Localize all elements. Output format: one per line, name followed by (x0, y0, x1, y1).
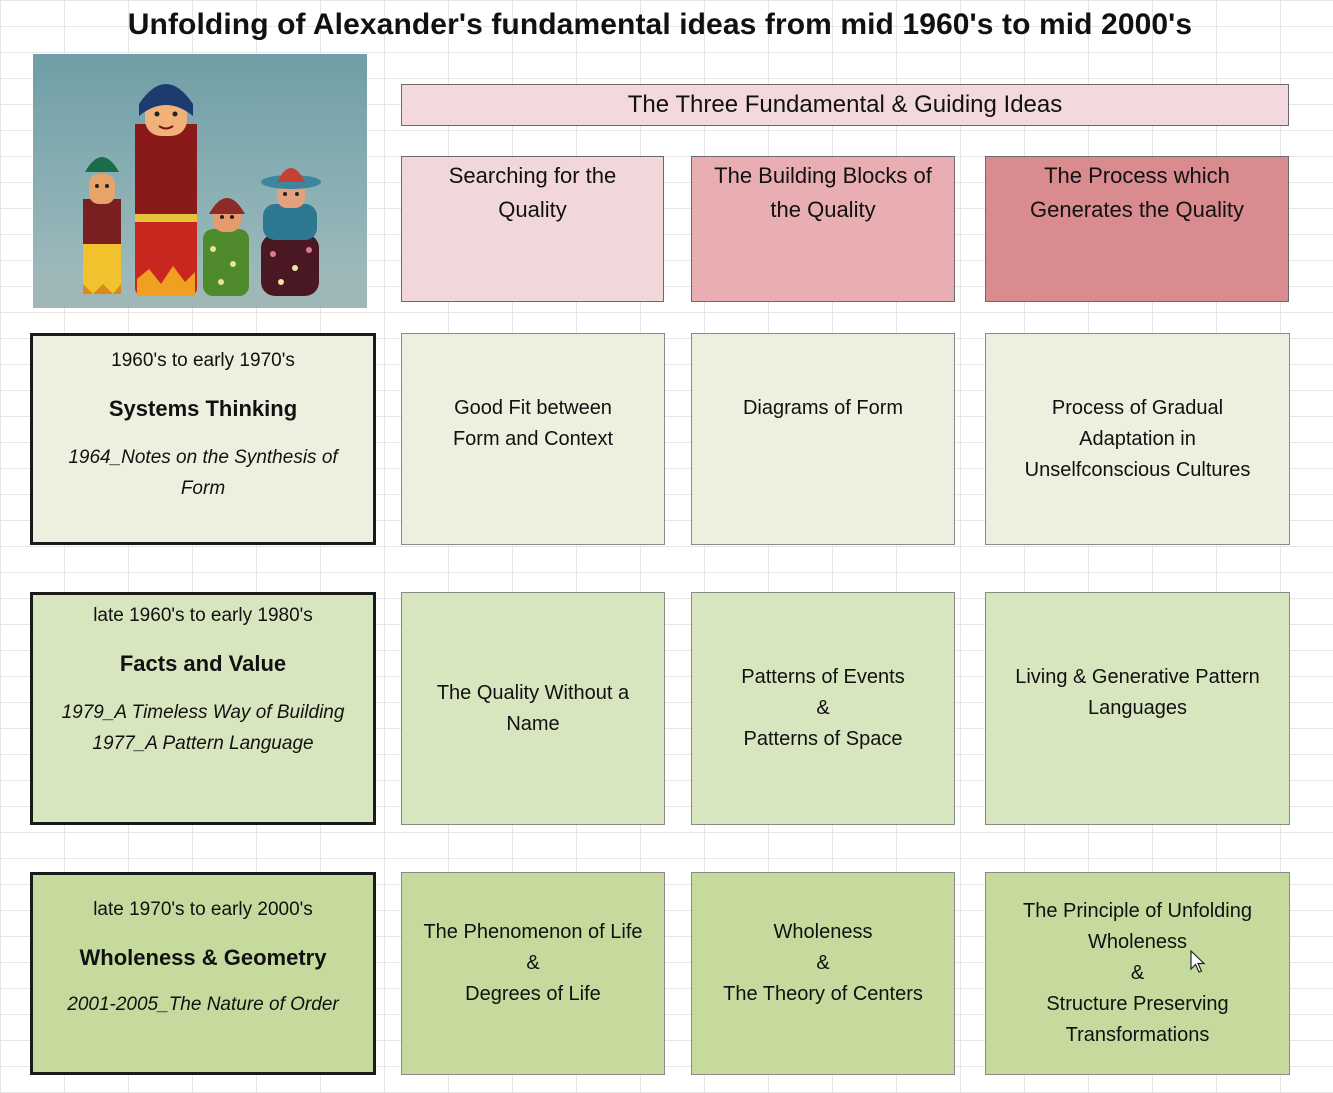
idea-cell (985, 333, 1290, 545)
idea-line: Unselfconscious Cultures (1024, 458, 1251, 481)
idea-line: The Theory of Centers (723, 983, 923, 1005)
idea-line: The Phenomenon of Life (423, 921, 643, 943)
era-name: Facts and Value (119, 651, 287, 676)
era-period: late 1960's to early 1980's (93, 605, 313, 626)
idea-line: Process of Gradual (1051, 396, 1224, 419)
era-facts-and-value (30, 592, 376, 825)
idea-cell (401, 592, 665, 825)
header-main-label: The Three Fundamental & Guiding Ideas (627, 91, 1063, 118)
idea-cell (401, 872, 665, 1075)
idea-cell (985, 872, 1290, 1075)
header-column-line: Searching for the (448, 163, 617, 188)
idea-line: Degrees of Life (465, 983, 601, 1005)
header-column-line: the Quality (770, 197, 876, 222)
era-book (62, 697, 345, 759)
idea-line: Languages (1088, 697, 1187, 719)
era-wholeness-geometry (30, 872, 376, 1075)
idea-line: & (526, 952, 540, 974)
header-column-building-blocks (691, 156, 955, 302)
idea-line: Patterns of Events (741, 666, 905, 688)
header-main (401, 84, 1289, 126)
mouse-cursor-icon (1190, 950, 1206, 974)
idea-cell (691, 872, 955, 1075)
era-name: Systems Thinking (108, 396, 298, 421)
header-column-line: The Process which (1044, 163, 1230, 188)
wooden-dolls-photo (33, 54, 367, 308)
idea-line: & (816, 697, 830, 719)
idea-cell (691, 333, 955, 545)
era-book (67, 989, 338, 1020)
era-book-line: 1977_A Pattern Language (92, 733, 314, 754)
idea-line: Structure Preserving (1046, 993, 1229, 1015)
idea-line: The Principle of Unfolding (1022, 900, 1252, 922)
idea-line: Form and Context (452, 427, 614, 450)
idea-line: Patterns of Space (743, 728, 903, 750)
idea-line: Name (506, 712, 560, 735)
header-column-searching-quality (401, 156, 664, 302)
era-name: Wholeness & Geometry (79, 945, 327, 970)
idea-line: Wholeness (1088, 931, 1187, 953)
idea-line: Living & Generative Pattern (1015, 666, 1260, 688)
idea-line: Diagrams of Form (742, 396, 904, 419)
era-book (68, 442, 337, 504)
header-column-line: The Building Blocks of (714, 163, 932, 188)
idea-line: Good Fit between (454, 396, 612, 419)
idea-line: Wholeness (773, 921, 873, 943)
wooden-dolls-icon (33, 54, 367, 308)
idea-cell (985, 592, 1290, 825)
sheet-title: Unfolding of Alexander's fundamental ideas from mid 1960's to mid 2000's (127, 8, 1193, 41)
idea-cell (401, 333, 665, 545)
idea-cell (691, 592, 955, 825)
header-column-line: Generates the Quality (1029, 197, 1244, 222)
idea-line: Adaptation in (1079, 427, 1196, 450)
era-book-line: 1964_Notes on the Synthesis of (68, 447, 338, 468)
era-book-line: Form (180, 478, 226, 499)
header-column-line: Quality (498, 197, 567, 222)
idea-line: & (816, 952, 830, 974)
era-book-line: 1979_A Timeless Way of Building (61, 702, 345, 723)
era-period: 1960's to early 1970's (111, 350, 295, 371)
idea-line: & (1130, 962, 1145, 984)
era-period: late 1970's to early 2000's (93, 899, 313, 920)
idea-line: The Quality Without a (436, 681, 630, 704)
era-book-line: 2001-2005_The Nature of Order (67, 994, 339, 1015)
header-column-process (985, 156, 1289, 302)
idea-line: Transformations (1065, 1024, 1210, 1046)
era-systems-thinking (30, 333, 376, 545)
